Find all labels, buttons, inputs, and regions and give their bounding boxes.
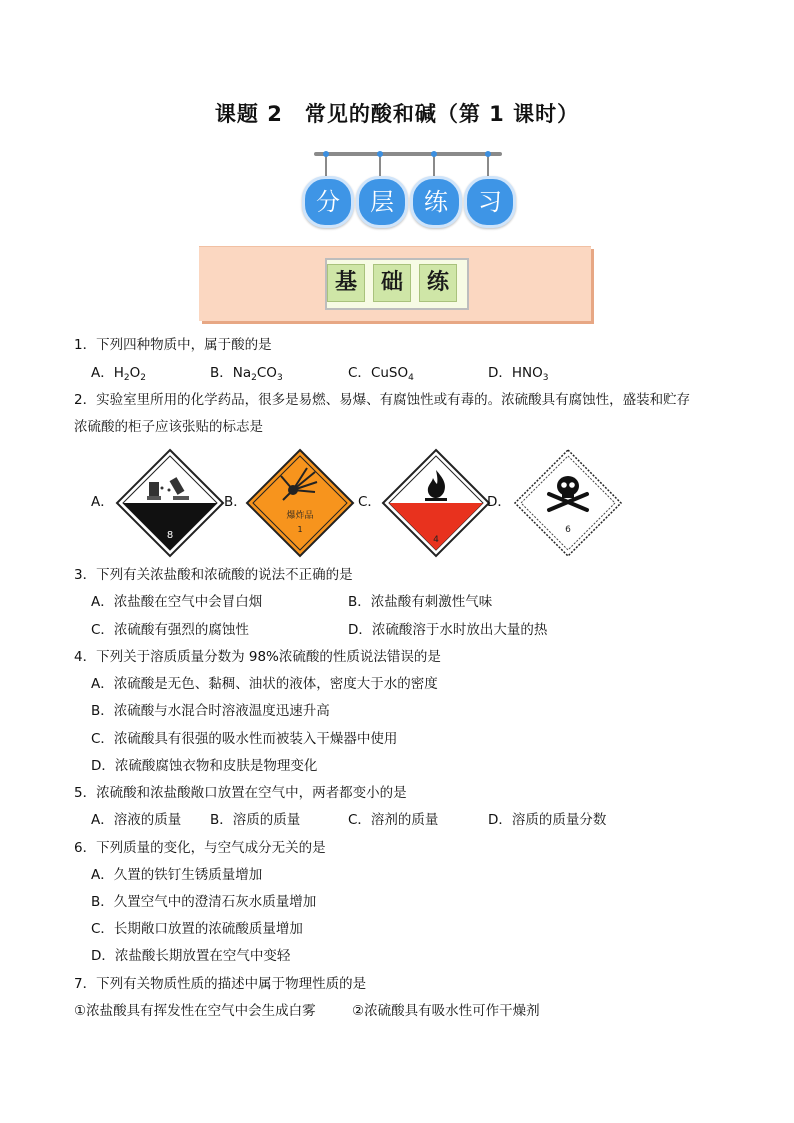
q2-option-a-label: A． xyxy=(91,494,114,510)
hanger-pin xyxy=(323,151,329,157)
badge-char: 练 xyxy=(410,176,462,228)
section-char: 础 xyxy=(373,264,411,302)
sign-b-text: 爆炸品 xyxy=(286,511,314,521)
question-7-stem: 7．下列有关物质性质的描述中属于物理性质的是 xyxy=(74,976,367,992)
sign-d-number: 6 xyxy=(565,525,571,535)
q6-option-d: D．浓盐酸长期放置在空气中变轻 xyxy=(91,948,291,964)
q4-option-b: B．浓硫酸与水混合时溶液温度迅速升高 xyxy=(91,703,330,719)
q7-item-2: ②浓硫酸具有吸水性可作干燥剂 xyxy=(352,1003,540,1019)
q3-option-a: A．浓盐酸在空气中会冒白烟 xyxy=(91,594,263,610)
hanger-string xyxy=(325,154,327,176)
section-char: 练 xyxy=(419,264,457,302)
hanger-string xyxy=(379,154,381,176)
corrosive-sign-icon xyxy=(115,448,225,558)
question-2-stem-line1: 2．实验室里所用的化学药品，很多是易燃、易爆、有腐蚀性或有毒的。浓硫酸具有腐蚀性，盛装和贮存 xyxy=(74,392,691,408)
q3-option-b: B．浓盐酸有刺激性气味 xyxy=(348,594,493,610)
badge-char: 习 xyxy=(464,176,516,228)
q1-option-b: B．$Na_2CO_3$ xyxy=(210,365,283,383)
q6-option-b: B．久置空气中的澄清石灰水质量增加 xyxy=(91,894,317,910)
q6-option-c: C．长期敞口放置的浓硫酸质量增加 xyxy=(91,921,303,937)
hanger-string xyxy=(433,154,435,176)
sign-b-number: 1 xyxy=(297,525,303,534)
sign-c-number: 4 xyxy=(433,535,439,545)
hanger-pin xyxy=(377,151,383,157)
flammable-sign-icon xyxy=(381,448,491,558)
hanger-pin xyxy=(431,151,437,157)
sign-a-number: 8 xyxy=(166,530,174,541)
question-1-stem: 1．下列四种物质中，属于酸的是 xyxy=(74,337,272,353)
q4-option-c: C．浓硫酸具有很强的吸水性而被装入干燥器中使用 xyxy=(91,731,398,747)
explosive-sign-icon xyxy=(245,448,355,558)
q5-option-c: C．溶剂的质量 xyxy=(348,812,439,828)
section-char: 基 xyxy=(327,264,365,302)
hanger-bar xyxy=(314,152,502,156)
hanger-pin xyxy=(485,151,491,157)
q5-option-a: A．溶液的质量 xyxy=(91,812,182,828)
q5-option-b: B．溶质的质量 xyxy=(210,812,301,828)
q3-option-d: D．浓硫酸溶于水时放出大量的热 xyxy=(348,622,548,638)
q1-option-c: C．CuSO$_4$ xyxy=(348,365,414,383)
q5-option-d: D．溶质的质量分数 xyxy=(488,812,607,828)
question-2-stem-line2: 浓硫酸的柜子应该张贴的标志是 xyxy=(74,419,263,435)
q3-option-c: C．浓硫酸有强烈的腐蚀性 xyxy=(91,622,249,638)
page-title: 课题 2 常见的酸和碱（第 1 课时） xyxy=(214,102,580,126)
badge-char: 分 xyxy=(302,176,354,228)
q1-option-a: A．$H_2O_2$ xyxy=(91,365,147,383)
q7-item-1: ①浓盐酸具有挥发性在空气中会生成白雾 xyxy=(74,1003,316,1019)
q6-option-a: A．久置的铁钉生锈质量增加 xyxy=(91,867,263,883)
toxic-sign-icon xyxy=(513,448,623,558)
question-3-stem: 3．下列有关浓盐酸和浓硫酸的说法不正确的是 xyxy=(74,567,353,583)
q4-option-a: A．浓硫酸是无色、黏稠、油状的液体，密度大于水的密度 xyxy=(91,676,438,692)
question-6-stem: 6．下列质量的变化，与空气成分无关的是 xyxy=(74,840,326,856)
badge-char: 层 xyxy=(356,176,408,228)
q2-option-d-label: D． xyxy=(487,494,511,510)
q2-option-c-label: C． xyxy=(358,494,381,510)
q2-option-b-label: B． xyxy=(224,494,247,510)
q4-option-d: D．浓硫酸腐蚀衣物和皮肤是物理变化 xyxy=(91,758,318,774)
q1-option-d: D．$HNO_3$ xyxy=(488,365,549,383)
hanger-string xyxy=(487,154,489,176)
question-4-stem: 4．下列关于溶质质量分数为 98%浓硫酸的性质说法错误的是 xyxy=(74,649,441,665)
question-5-stem: 5．浓硫酸和浓盐酸敞口放置在空气中，两者都变小的是 xyxy=(74,785,407,801)
